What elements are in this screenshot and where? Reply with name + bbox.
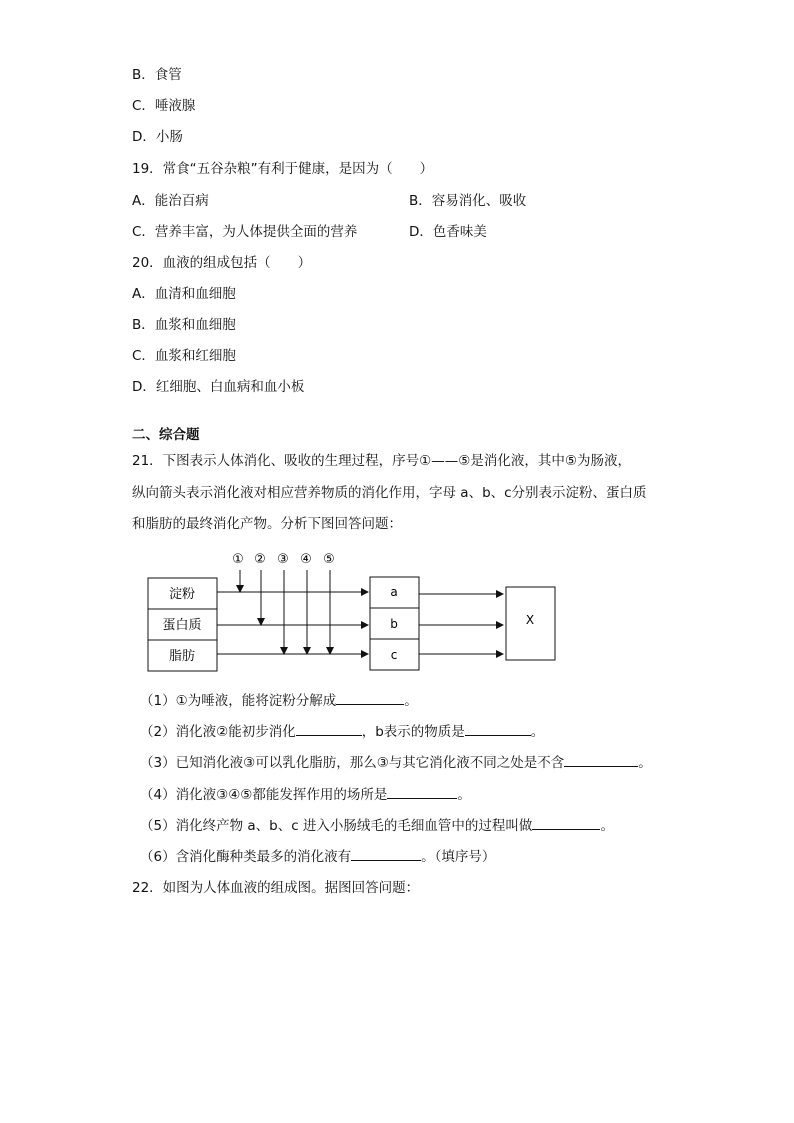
answer-blank[interactable]	[296, 722, 362, 736]
product-label-c: c	[390, 648, 398, 662]
product-label-b: b	[390, 617, 398, 631]
q20-option-a: A．血清和血细胞	[132, 286, 236, 302]
product-label-a: a	[390, 585, 398, 599]
nutrient-label-fat: 脂肪	[168, 649, 196, 664]
sub-question-6	[140, 847, 495, 866]
question-19-stem: 19．常食“五谷杂粮”有利于健康，是因为（ ）	[132, 161, 434, 177]
q19-option-b: B．容易消化、吸收	[409, 193, 527, 209]
sub-question-text: 。	[600, 818, 614, 834]
q20-option-d: D．红细胞、白血病和血小板	[132, 379, 305, 395]
q19-option-a: A．能治百病	[132, 193, 209, 209]
nutrient-label-starch: 淀粉	[168, 587, 196, 602]
sub-question-text: （3）已知消化液③可以乳化脂肪，那么③与其它消化液不同之处是不含	[140, 755, 565, 771]
sub-question-text: （1）①为唾液，能将淀粉分解成	[140, 693, 337, 709]
sub-question-2	[140, 722, 544, 741]
question-21-stem-line2: 纵向箭头表示消化液对相应营养物质的消化作用，字母 a、b、c分别表示淀粉、蛋白质	[132, 485, 647, 501]
q19-option-c: C．营养丰富，为人体提供全面的营养	[132, 224, 358, 240]
q19-option-d: D．色香味美	[409, 224, 487, 240]
q20-option-c: C．血浆和红细胞	[132, 348, 236, 364]
question-21-stem-line1: 21．下图表示人体消化、吸收的生理过程，序号①——⑤是消化液，其中⑤为肠液，	[132, 453, 631, 469]
sub-question-text: （6）含消化酶种类最多的消化液有	[140, 849, 352, 865]
sub-question-text: 。（填序号）	[421, 849, 496, 865]
option-d: D．小肠	[132, 129, 183, 145]
answer-blank[interactable]	[387, 785, 457, 799]
sub-question-text: （5）消化终产物 a、b、c 进入小肠绒毛的毛细血管中的过程叫做	[140, 818, 533, 834]
answer-blank[interactable]	[532, 816, 600, 830]
juice-label-5: ⑤	[323, 552, 335, 567]
nutrient-label-protein: 蛋白质	[162, 618, 202, 633]
question-22-stem: 22．如图为人体血液的组成图。据图回答问题：	[132, 880, 420, 896]
section-heading: 二、综合题	[132, 427, 200, 443]
question-20-stem: 20．血液的组成包括（ ）	[132, 255, 312, 271]
option-b: B．食管	[132, 67, 182, 83]
sub-question-text: 。	[457, 787, 471, 803]
digestion-diagram	[140, 548, 570, 676]
sub-question-3	[140, 753, 652, 772]
juice-label-3: ③	[277, 552, 289, 567]
answer-blank[interactable]	[351, 847, 421, 861]
sub-question-5	[140, 816, 614, 835]
target-label-x: X	[525, 613, 535, 627]
sub-question-text: ，b表示的物质是	[361, 724, 465, 740]
sub-question-text: （4）消化液③④⑤都能发挥作用的场所是	[140, 787, 388, 803]
juice-label-2: ②	[254, 552, 266, 567]
option-c: C．唾液腺	[132, 98, 196, 114]
answer-blank[interactable]	[336, 691, 404, 705]
question-21-stem-line3: 和脂肪的最终消化产物。分析下图回答问题：	[132, 516, 402, 532]
juice-label-4: ④	[300, 552, 312, 567]
sub-question-1	[140, 691, 418, 710]
answer-blank[interactable]	[465, 722, 531, 736]
sub-question-text: （2）消化液②能初步消化	[140, 724, 296, 740]
sub-question-4	[140, 785, 471, 804]
sub-question-text: 。	[530, 724, 545, 740]
sub-question-text: 。	[638, 755, 652, 771]
juice-label-1: ①	[232, 552, 244, 567]
sub-question-text: 。	[404, 693, 418, 709]
q20-option-b: B．血浆和血细胞	[132, 317, 236, 333]
answer-blank[interactable]	[564, 753, 638, 767]
